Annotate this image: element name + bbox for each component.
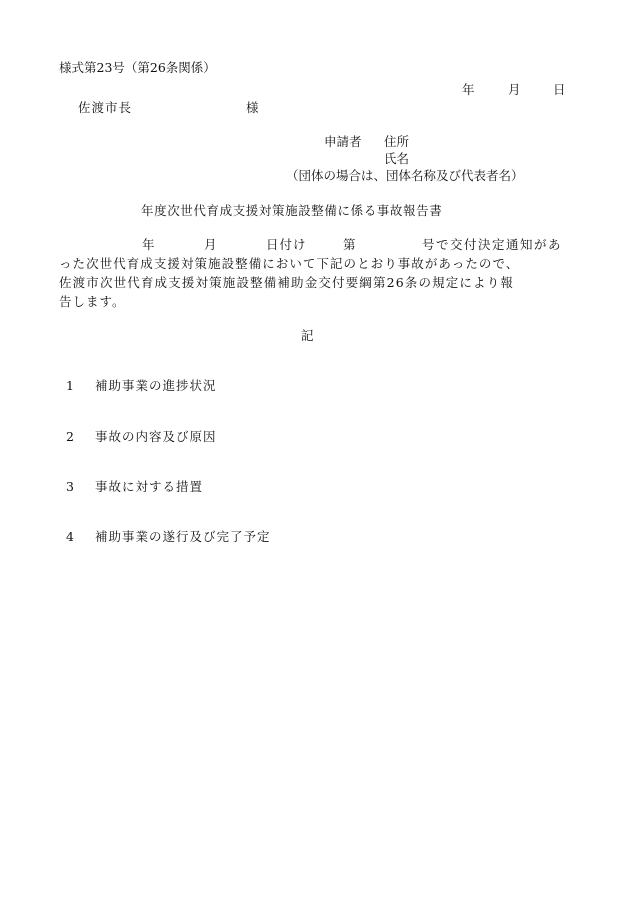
item-text: 事故に対する措置 — [95, 479, 204, 494]
addressee-honorific: 様 — [246, 100, 259, 115]
item-text: 事故の内容及び原因 — [95, 429, 217, 444]
body-line-2: った次世代育成支援対策施設整備において下記のとおり事故があったので、 — [59, 256, 520, 271]
item-number: 1 — [66, 378, 74, 393]
applicant-note: （団体の場合は、団体名称及び代表者名） — [286, 168, 524, 183]
addressee-name: 佐渡市長 — [78, 100, 133, 115]
body-number-prefix: 第 — [343, 237, 356, 252]
body-month: 月 — [204, 237, 217, 252]
document-title: 年度次世代育成支援対策施設整備に係る事故報告書 — [141, 203, 443, 218]
item-number: 4 — [66, 529, 74, 544]
body-year: 年 — [142, 237, 155, 252]
applicant-label: 申請者 — [324, 134, 362, 149]
form-number: 様式第23号（第26条関係） — [59, 60, 216, 75]
date-month: 月 — [508, 82, 521, 97]
body-line-4: 告します。 — [59, 294, 126, 309]
body-date-suffix: 日付け — [266, 237, 307, 252]
ki-heading: 記 — [301, 328, 314, 343]
applicant-name-label: 氏名 — [384, 151, 410, 166]
item-number: 3 — [66, 479, 74, 494]
item-text: 補助事業の進捗状況 — [95, 378, 217, 393]
item-text: 補助事業の遂行及び完了予定 — [95, 529, 271, 544]
date-year: 年 — [462, 82, 475, 97]
date-day: 日 — [553, 82, 566, 97]
item-number: 2 — [66, 429, 74, 444]
body-line-3: 佐渡市次世代育成支援対策施設整備補助金交付要綱第26条の規定により報 — [59, 275, 515, 290]
applicant-address-label: 住所 — [384, 134, 410, 149]
body-line1-tail: 号で交付決定通知があ — [422, 237, 563, 252]
